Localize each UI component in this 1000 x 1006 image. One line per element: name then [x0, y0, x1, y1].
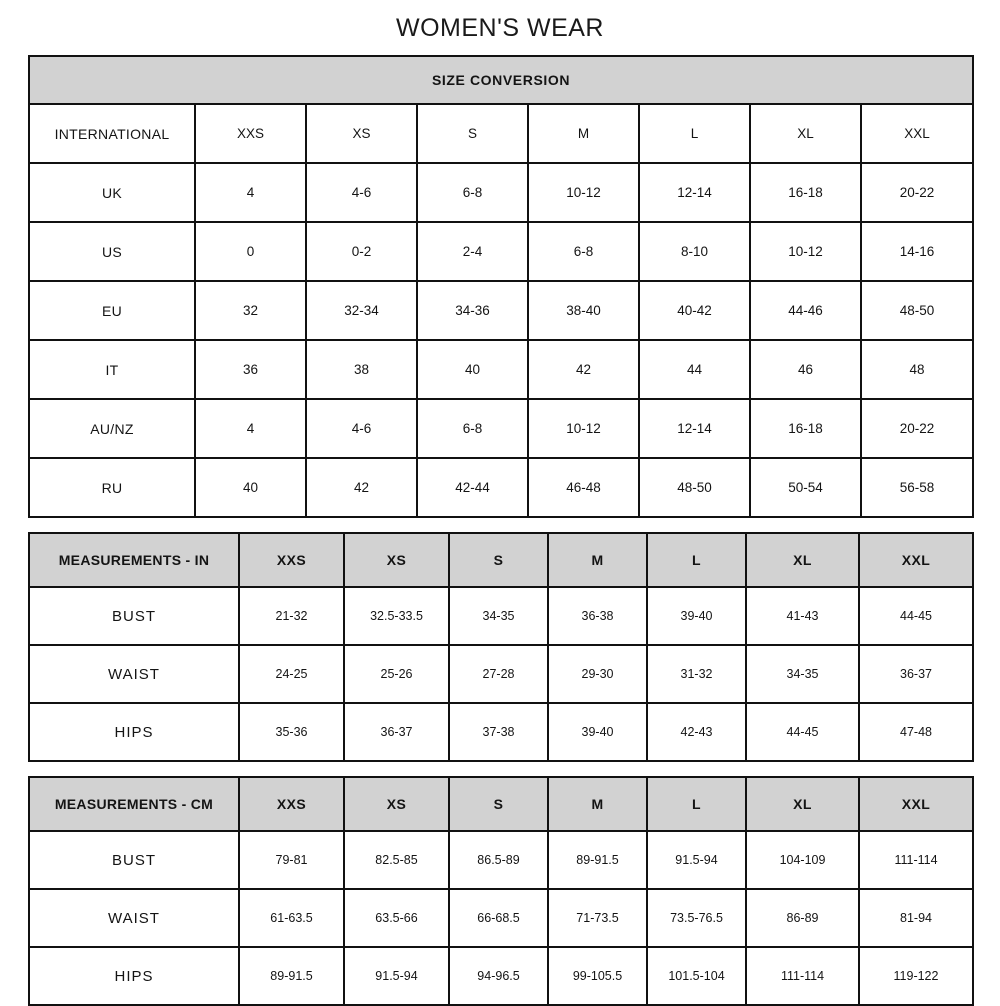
cell-uk-l: 12-14: [639, 163, 750, 222]
cell-in-hips-m: 39-40: [548, 703, 647, 761]
cell-cm-bust-l: 91.5-94: [647, 831, 746, 889]
cell-cm-bust-xs: 82.5-85: [344, 831, 449, 889]
cell-cm-hips-s: 94-96.5: [449, 947, 548, 1005]
header-size-cm-xs: XS: [344, 777, 449, 831]
cell-aunz-s: 6-8: [417, 399, 528, 458]
header-size-cm-m: M: [548, 777, 647, 831]
cell-eu-m: 38-40: [528, 281, 639, 340]
table-row: [29, 458, 973, 517]
cell-in-waist-s: 27-28: [449, 645, 548, 703]
header-size-cm-l: L: [647, 777, 746, 831]
header-size-l: L: [639, 104, 750, 163]
cell-it-xl: 46: [750, 340, 861, 399]
cell-in-bust-xxs: 21-32: [239, 587, 344, 645]
cell-ru-xxs: 40: [195, 458, 306, 517]
cell-in-waist-xl: 34-35: [746, 645, 859, 703]
cell-us-l: 8-10: [639, 222, 750, 281]
header-size-xl: XL: [750, 104, 861, 163]
header-label-measurements-cm: MEASUREMENTS - CM: [29, 777, 239, 831]
cell-cm-hips-m: 99-105.5: [548, 947, 647, 1005]
table-row: [29, 281, 973, 340]
header-size-in-xs: XS: [344, 533, 449, 587]
cell-in-waist-xs: 25-26: [344, 645, 449, 703]
cell-in-waist-l: 31-32: [647, 645, 746, 703]
cell-in-bust-xl: 41-43: [746, 587, 859, 645]
cell-ru-l: 48-50: [639, 458, 750, 517]
header-size-cm-xl: XL: [746, 777, 859, 831]
table-row: [29, 831, 973, 889]
table-row-header: [29, 533, 973, 587]
size-conversion-banner: SIZE CONVERSION: [29, 56, 973, 104]
header-size-in-l: L: [647, 533, 746, 587]
cell-cm-waist-xl: 86-89: [746, 889, 859, 947]
cell-in-waist-m: 29-30: [548, 645, 647, 703]
row-label-cm-waist: WAIST: [29, 889, 239, 947]
table-row-header: [29, 777, 973, 831]
row-label-in-hips: HIPS: [29, 703, 239, 761]
cell-in-waist-xxs: 24-25: [239, 645, 344, 703]
table-row-banner: [29, 56, 973, 104]
table-row: [29, 587, 973, 645]
cell-cm-waist-xxs: 61-63.5: [239, 889, 344, 947]
header-size-xxs: XXS: [195, 104, 306, 163]
cell-cm-hips-xs: 91.5-94: [344, 947, 449, 1005]
table-row: [29, 889, 973, 947]
size-conversion-table: [28, 55, 974, 518]
cell-ru-xl: 50-54: [750, 458, 861, 517]
cell-in-hips-l: 42-43: [647, 703, 746, 761]
cell-it-xxs: 36: [195, 340, 306, 399]
cell-us-xxs: 0: [195, 222, 306, 281]
header-size-cm-xxs: XXS: [239, 777, 344, 831]
cell-in-bust-s: 34-35: [449, 587, 548, 645]
table-row-header: [29, 104, 973, 163]
cell-us-s: 2-4: [417, 222, 528, 281]
cell-uk-xl: 16-18: [750, 163, 861, 222]
cell-aunz-m: 10-12: [528, 399, 639, 458]
cell-in-bust-l: 39-40: [647, 587, 746, 645]
table-row: [29, 340, 973, 399]
row-label-in-waist: WAIST: [29, 645, 239, 703]
cell-it-m: 42: [528, 340, 639, 399]
cell-aunz-l: 12-14: [639, 399, 750, 458]
cell-eu-s: 34-36: [417, 281, 528, 340]
cell-cm-hips-l: 101.5-104: [647, 947, 746, 1005]
cell-cm-hips-xl: 111-114: [746, 947, 859, 1005]
header-size-xs: XS: [306, 104, 417, 163]
cell-aunz-xxs: 4: [195, 399, 306, 458]
page-title: WOMEN'S WEAR: [396, 14, 604, 42]
cell-ru-xs: 42: [306, 458, 417, 517]
cell-cm-bust-xxs: 79-81: [239, 831, 344, 889]
header-size-in-m: M: [548, 533, 647, 587]
row-label-ru: RU: [29, 458, 195, 517]
row-label-aunz: AU/NZ: [29, 399, 195, 458]
table-row: [29, 163, 973, 222]
header-size-in-xl: XL: [746, 533, 859, 587]
cell-cm-hips-xxl: 119-122: [859, 947, 973, 1005]
cell-it-l: 44: [639, 340, 750, 399]
row-label-us: US: [29, 222, 195, 281]
cell-it-xxl: 48: [861, 340, 973, 399]
cell-cm-waist-xxl: 81-94: [859, 889, 973, 947]
table-row: [29, 703, 973, 761]
row-label-cm-bust: BUST: [29, 831, 239, 889]
cell-cm-bust-xl: 104-109: [746, 831, 859, 889]
cell-in-bust-xxl: 44-45: [859, 587, 973, 645]
cell-ru-s: 42-44: [417, 458, 528, 517]
cell-ru-xxl: 56-58: [861, 458, 973, 517]
cell-eu-xl: 44-46: [750, 281, 861, 340]
header-size-s: S: [417, 104, 528, 163]
cell-cm-hips-xxs: 89-91.5: [239, 947, 344, 1005]
cell-aunz-xs: 4-6: [306, 399, 417, 458]
cell-uk-m: 10-12: [528, 163, 639, 222]
cell-eu-xxl: 48-50: [861, 281, 973, 340]
cell-in-hips-xl: 44-45: [746, 703, 859, 761]
header-size-cm-xxl: XXL: [859, 777, 973, 831]
cell-aunz-xl: 16-18: [750, 399, 861, 458]
cell-us-xxl: 14-16: [861, 222, 973, 281]
header-label-international: INTERNATIONAL: [29, 104, 195, 163]
cell-aunz-xxl: 20-22: [861, 399, 973, 458]
cell-us-xs: 0-2: [306, 222, 417, 281]
cell-in-bust-m: 36-38: [548, 587, 647, 645]
cell-cm-bust-s: 86.5-89: [449, 831, 548, 889]
table-row: [29, 399, 973, 458]
header-size-m: M: [528, 104, 639, 163]
cell-in-hips-xxs: 35-36: [239, 703, 344, 761]
cell-cm-waist-m: 71-73.5: [548, 889, 647, 947]
row-label-in-bust: BUST: [29, 587, 239, 645]
cell-uk-xxl: 20-22: [861, 163, 973, 222]
header-size-in-xxl: XXL: [859, 533, 973, 587]
cell-uk-xs: 4-6: [306, 163, 417, 222]
cell-us-m: 6-8: [528, 222, 639, 281]
header-size-xxl: XXL: [861, 104, 973, 163]
cell-eu-xxs: 32: [195, 281, 306, 340]
cell-eu-l: 40-42: [639, 281, 750, 340]
cell-in-bust-xs: 32.5-33.5: [344, 587, 449, 645]
cell-ru-m: 46-48: [528, 458, 639, 517]
cell-in-hips-s: 37-38: [449, 703, 548, 761]
header-size-cm-s: S: [449, 777, 548, 831]
cell-it-xs: 38: [306, 340, 417, 399]
table-row: [29, 222, 973, 281]
cell-cm-waist-s: 66-68.5: [449, 889, 548, 947]
cell-cm-bust-xxl: 111-114: [859, 831, 973, 889]
table-row: [29, 947, 973, 1005]
cell-cm-waist-l: 73.5-76.5: [647, 889, 746, 947]
cell-uk-s: 6-8: [417, 163, 528, 222]
cell-in-hips-xxl: 47-48: [859, 703, 973, 761]
cell-it-s: 40: [417, 340, 528, 399]
table-row: [29, 645, 973, 703]
cell-uk-xxs: 4: [195, 163, 306, 222]
cell-cm-waist-xs: 63.5-66: [344, 889, 449, 947]
header-size-in-xxs: XXS: [239, 533, 344, 587]
cell-us-xl: 10-12: [750, 222, 861, 281]
measurements-cm-table: [28, 776, 974, 1006]
row-label-eu: EU: [29, 281, 195, 340]
header-size-in-s: S: [449, 533, 548, 587]
row-label-cm-hips: HIPS: [29, 947, 239, 1005]
row-label-it: IT: [29, 340, 195, 399]
row-label-uk: UK: [29, 163, 195, 222]
cell-eu-xs: 32-34: [306, 281, 417, 340]
cell-cm-bust-m: 89-91.5: [548, 831, 647, 889]
measurements-inches-table: [28, 532, 974, 762]
cell-in-hips-xs: 36-37: [344, 703, 449, 761]
header-label-measurements-in: MEASUREMENTS - IN: [29, 533, 239, 587]
cell-in-waist-xxl: 36-37: [859, 645, 973, 703]
